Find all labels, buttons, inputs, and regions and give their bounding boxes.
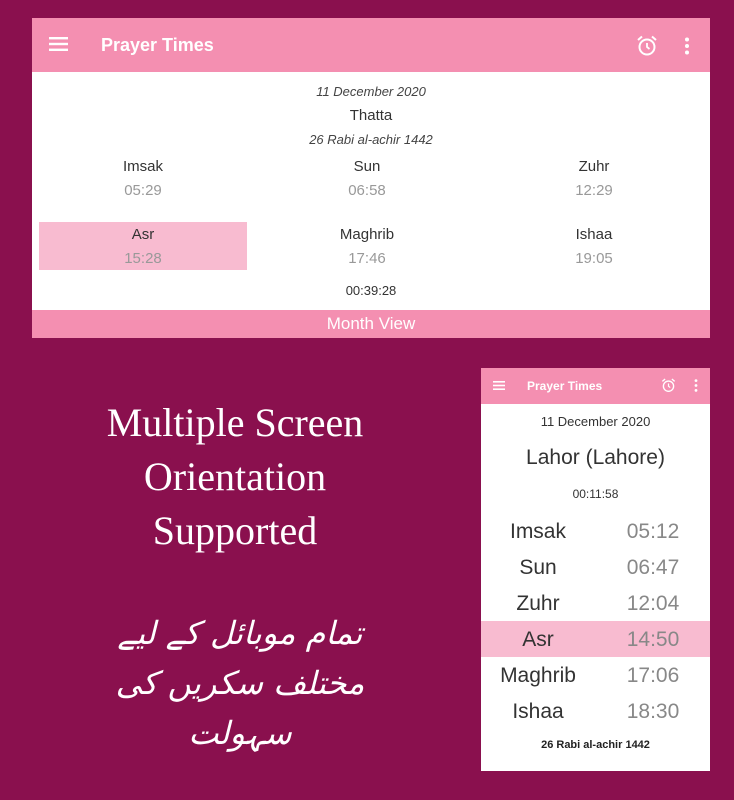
countdown-timer: 00:39:28: [345, 283, 397, 298]
prayer-name: Asr: [131, 226, 155, 243]
month-view-button[interactable]: Month View: [32, 310, 710, 338]
promo-line: Orientation: [143, 454, 327, 499]
prayer-cell-sun: [263, 154, 471, 202]
prayer-row-ishaa: [481, 693, 710, 729]
gregorian-date: 11 December 2020: [540, 414, 651, 429]
prayer-time: 19:05: [575, 250, 613, 267]
landscape-app-bar: [32, 18, 710, 72]
menu-icon[interactable]: [49, 37, 68, 51]
prayer-time: 06:47: [626, 556, 680, 579]
app-title: Prayer Times: [527, 379, 603, 393]
prayer-time: 15:28: [124, 250, 162, 267]
prayer-time: 06:58: [348, 182, 386, 199]
prayer-name: Sun: [353, 158, 381, 175]
prayer-cell-asr: [39, 222, 247, 270]
prayer-time: 05:29: [124, 182, 162, 199]
hijri-date: 26 Rabi al-achir 1442: [309, 132, 433, 147]
prayer-cell-ishaa: [490, 222, 698, 270]
promo-line: Multiple Screen: [106, 400, 364, 445]
prayer-name: Maghrib: [339, 226, 395, 243]
alarm-icon[interactable]: [661, 378, 676, 393]
prayer-time: 12:04: [626, 592, 680, 615]
prayer-name: Maghrib: [500, 664, 576, 687]
landscape-screen: [32, 18, 710, 338]
prayer-time: 18:30: [626, 700, 680, 723]
prayer-row-imsak: [481, 513, 710, 549]
hijri-date: 26 Rabi al-achir 1442: [541, 739, 650, 751]
prayer-cell-maghrib: [263, 222, 471, 270]
prayer-cell-zuhr: [490, 154, 698, 202]
prayer-name: Zuhr: [578, 158, 610, 175]
prayer-name: Imsak: [122, 158, 163, 175]
promo-line: Supported: [152, 508, 318, 553]
countdown-timer: 00:11:58: [572, 487, 619, 501]
prayer-row-zuhr: [481, 585, 710, 621]
portrait-screen: [481, 368, 710, 771]
prayer-row-maghrib: [481, 657, 710, 693]
alarm-icon[interactable]: [636, 35, 658, 57]
urdu-line: مختلف سکریں کی: [115, 664, 365, 702]
prayer-time: 12:29: [575, 182, 613, 199]
menu-icon[interactable]: [493, 381, 505, 390]
prayer-time: 14:50: [626, 628, 680, 651]
urdu-line: تمام موبائل کے لیے: [117, 614, 363, 652]
prayer-name: Ishaa: [575, 226, 613, 243]
prayer-name: Ishaa: [512, 700, 564, 723]
prayer-name: Zuhr: [516, 592, 560, 615]
prayer-name: Sun: [519, 556, 557, 579]
prayer-name: Imsak: [509, 520, 566, 543]
city-name[interactable]: Thatta: [349, 107, 393, 124]
urdu-promo-text: [100, 608, 380, 758]
prayer-time: 05:12: [626, 520, 680, 543]
prayer-time: 17:06: [626, 664, 680, 687]
promo-headline: [60, 396, 410, 558]
app-title: Prayer Times: [101, 35, 214, 55]
urdu-line: سہولت: [188, 714, 292, 752]
prayer-row-asr: [481, 621, 710, 657]
portrait-app-bar: [481, 368, 710, 404]
gregorian-date: 11 December 2020: [316, 84, 426, 99]
prayer-cell-imsak: [39, 154, 247, 202]
prayer-time: 17:46: [348, 250, 386, 267]
city-name[interactable]: Lahor (Lahore): [526, 446, 665, 469]
more-vert-icon[interactable]: [694, 379, 698, 392]
more-vert-icon[interactable]: [684, 37, 690, 55]
prayer-name: Asr: [522, 628, 554, 651]
prayer-row-sun: [481, 549, 710, 585]
